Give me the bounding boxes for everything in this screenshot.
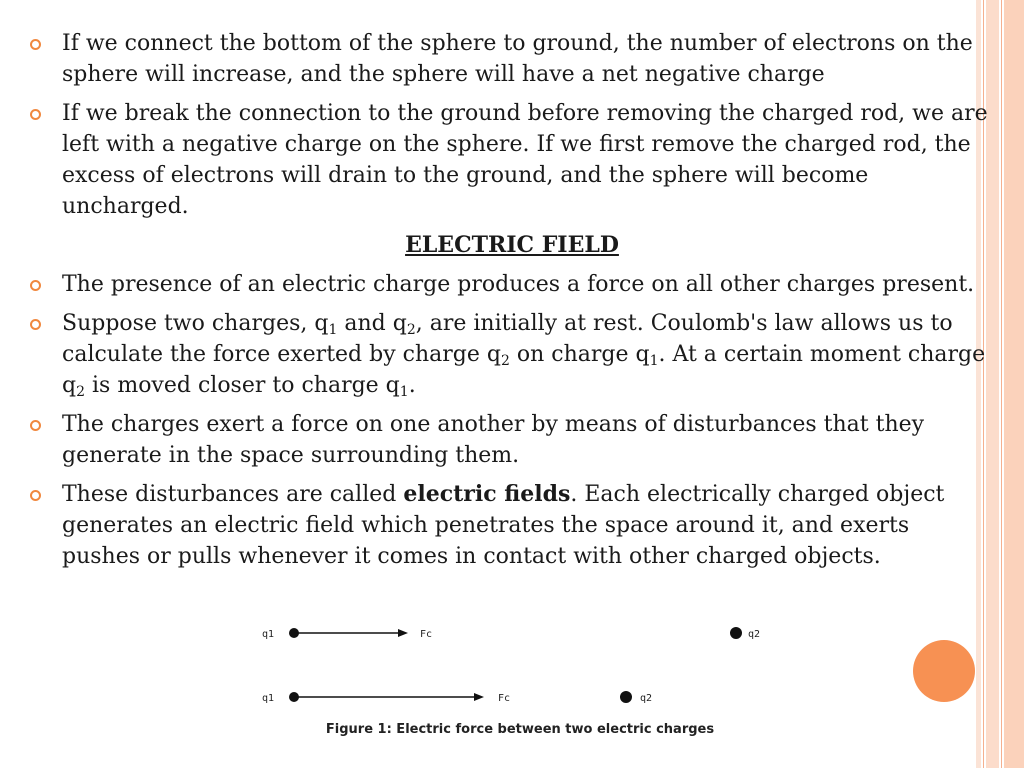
charge-dot-q2 xyxy=(730,627,742,639)
force-arrowhead xyxy=(398,629,408,637)
bullet-item xyxy=(28,479,990,572)
bullet-text: The presence of an electric charge produces a force on all other charges present. xyxy=(62,272,975,297)
bullet-marker-icon xyxy=(30,490,41,501)
bullet-marker-icon xyxy=(30,39,41,50)
bullet-item xyxy=(28,308,990,401)
bullet-item xyxy=(28,409,990,471)
bullet-marker-icon xyxy=(30,420,41,431)
charge-label-q1: q1 xyxy=(262,693,275,704)
bullet-item xyxy=(28,98,990,222)
charge-dot-q2 xyxy=(620,691,632,703)
bullet-marker-icon xyxy=(30,109,41,120)
bullet-item xyxy=(28,28,990,90)
section-heading: ELECTRIC FIELD xyxy=(405,232,619,258)
emphasis-term: electric fields xyxy=(403,481,571,507)
bullet-text: The charges exert a force on one another by means of disturbances that they generate in the space surrounding them. xyxy=(62,412,925,468)
force-arrowhead xyxy=(474,693,484,701)
force-label: Fc xyxy=(498,693,511,704)
figure-caption: Figure 1: Electric force between two electric charges xyxy=(325,722,715,737)
charge-label-q2: q2 xyxy=(640,693,653,704)
charge-label-q2: q2 xyxy=(748,629,761,640)
bullet-text: If we break the connection to the ground before removing the charged rod, we are left with a negative charge on the sphere. If we first remove the charged rod, the excess of electrons will drain to the ground, and the sphere will become uncharged. xyxy=(62,101,988,219)
bullet-marker-icon xyxy=(30,319,41,330)
bullet-text: If we connect the bottom of the sphere to ground, the number of electrons on the sphere will increase, and the sphere will have a net negative charge xyxy=(62,31,973,87)
charge-label-q1: q1 xyxy=(262,629,275,640)
bullet-text: Suppose two charges, $q_1$ and $q_2$, are initially at rest. Coulomb's law allows us to calculate the force exerted by charge $q_2$ on charge $q_1$. At a certain moment charge $q_2$ is moved closer to charge $q_1$. xyxy=(62,311,986,400)
decorative-circle xyxy=(913,640,975,702)
slide-content xyxy=(28,28,990,580)
bullet-text: These disturbances are called electric fields. Each electrically charged object generates an electric field which penetrates the space around it, and exerts pushes or pulls whenever it comes in contact with other charged objects. xyxy=(62,481,945,569)
force-label: Fc xyxy=(420,629,433,640)
bullet-item xyxy=(28,269,990,300)
bullet-marker-icon xyxy=(30,280,41,291)
